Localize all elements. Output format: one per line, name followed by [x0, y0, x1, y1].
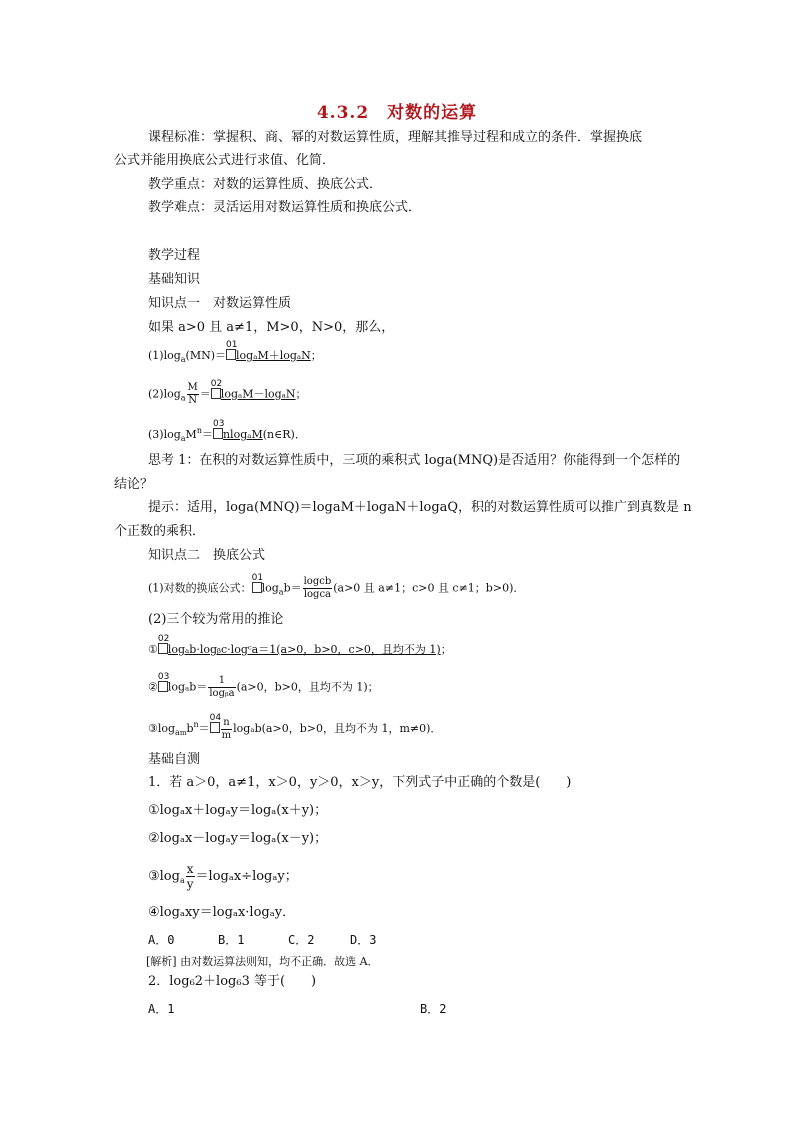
property-2-rhs: logₐM－logₐN	[220, 387, 296, 401]
property-1-lhs: (MN)＝	[185, 349, 227, 362]
answer-blank-r-03: 03	[158, 678, 168, 698]
page-title: 4.3.2 对数的运算	[316, 103, 478, 123]
teaching-process-heading: 教学过程	[148, 248, 201, 263]
property-3-rhs: nlogₐM	[222, 428, 263, 441]
condition-line: 如果 a>0 且 a≠1，M>0，N>0，那么，	[148, 320, 395, 335]
question-1-option-b: B．1	[218, 933, 245, 947]
question-1-item-2: ②logₐx－logₐy＝logₐ(x－y)；	[148, 831, 328, 846]
teaching-key-point: 教学重点：对数的运算性质、换底公式．	[148, 177, 383, 192]
answer-blank-r-04: 04	[210, 719, 220, 739]
question-1-option-a: A．0	[148, 933, 175, 947]
property-2-prefix: (2)log	[148, 387, 181, 401]
property-2: $(2)\log_a$ $\frac{M}{N}$ ＝ 02 logₐM－logₐN；	[148, 378, 307, 406]
x-over-y-fraction: $\frac{x}{y}$	[186, 862, 194, 891]
answer-blank-01: 01	[226, 346, 236, 366]
question-1-analysis: [解析] 由对数运算法则知，均不正确．故选 A．	[146, 955, 379, 968]
property-1-prefix: (1)log	[148, 349, 181, 362]
knowledge-point-2-heading: 知识点二 换底公式	[148, 548, 266, 563]
corollary-1: ① 02 logₐb·logᵦc·logᶜa＝1(a>0，b>0，c>0，且均不为 1)；	[148, 640, 452, 660]
corollary-2: ② 03 logₐb＝ $\frac{1}{\text{logᵦa}}$ (a>0，b>0，且均不为 1)；	[148, 671, 379, 699]
corollary-3-fraction: $\frac{n}{m}$	[221, 716, 232, 741]
course-standard-line-2: 公式并能用换底公式进行求值、化简．	[114, 153, 336, 168]
answer-blank-02: 02	[211, 385, 221, 405]
question-1-item-3: $③\log_a$ $\frac{x}{y}$ ＝logₐx÷logₐy；	[148, 862, 298, 891]
question-1-option-c: C．2	[288, 933, 315, 947]
question-1: 1．若 a＞0，a≠1，x＞0，y＞0，x＞y，下列式子中正确的个数是( )	[148, 775, 572, 790]
corollary-2-fraction: $\frac{1}{\text{logᵦa}}$	[209, 675, 235, 699]
fraction-m-over-n: $\frac{M}{N}$	[187, 382, 198, 406]
property-3-prefix: (3)log	[148, 428, 181, 441]
hint-line-2: 个正数的乘积．	[114, 524, 206, 539]
change-of-base-formula: (1)对数的换底公式： 01 $\log_ab=$ $\frac{\text{logcb}}{\text{logca}}$ (a>0 且 a≠1；c>0 且 c≠1；b>0)．	[148, 572, 525, 600]
property-3: $(3)\log_aM^n=$ 03 nlogₐM(n∈R)．	[148, 419, 306, 443]
answer-blank-cb-01: 01	[252, 579, 262, 599]
basic-knowledge-heading: 基础知识	[148, 272, 201, 287]
self-test-heading: 基础自测	[148, 752, 201, 767]
knowledge-point-1-heading: 知识点一 对数运算性质	[148, 296, 292, 311]
question-1-item-1: ①logₐx＋logₐy＝logₐ(x＋y)；	[148, 803, 328, 818]
property-1: $(1)\log_a(MN)=$ 01 logₐM＋logₐN；	[148, 340, 322, 364]
course-standard-line-1: 课程标准：掌握积、商、幂的对数运算性质，理解其推导过程和成立的条件．掌握换底	[148, 130, 643, 145]
teaching-difficulty: 教学难点：灵活运用对数运算性质和换底公式．	[148, 200, 422, 215]
hint-line-1: 提示：适用，loga(MNQ)＝logaM＋logaN＋logaQ，积的对数运算性质可以推广到真数是 n	[148, 500, 692, 515]
change-of-base-conditions: (a>0 且 a≠1；c>0 且 c≠1；b>0)．	[333, 581, 525, 595]
question-1-option-d: D．3	[350, 933, 377, 947]
question-2-option-a: A．1	[148, 1002, 175, 1016]
corollary-1-text: logₐb·logᵦc·logᶜa＝1(a>0，b>0，c>0，且均不为 1)	[167, 643, 441, 656]
question-2: 2．log₆2＋log₆3 等于( )	[148, 974, 317, 989]
think-question-line-1: 思考 1：在积的对数运算性质中，三项的乘积式 loga(MNQ)是否适用？你能得到一个怎样的	[148, 453, 681, 468]
question-1-item-4: ④logₐxy＝logₐx·logₐy．	[148, 905, 296, 920]
corollary-heading: (2)三个较为常用的推论	[148, 612, 284, 627]
change-of-base-fraction: $\frac{\text{logcb}}{\text{logca}}$	[303, 576, 332, 600]
answer-blank-r-02: 02	[158, 640, 168, 660]
answer-blank-03: 03	[213, 425, 223, 445]
think-question-line-2: 结论？	[114, 477, 154, 492]
question-2-option-b: B．2	[420, 1002, 447, 1016]
property-1-rhs: logₐM＋logₐN	[236, 349, 311, 362]
corollary-3: $③\log_{am}b^n=$ 04 $\frac{n}{m}$ logₐb(a>0，b>0，且均不为 1，m≠0)．	[148, 713, 442, 741]
